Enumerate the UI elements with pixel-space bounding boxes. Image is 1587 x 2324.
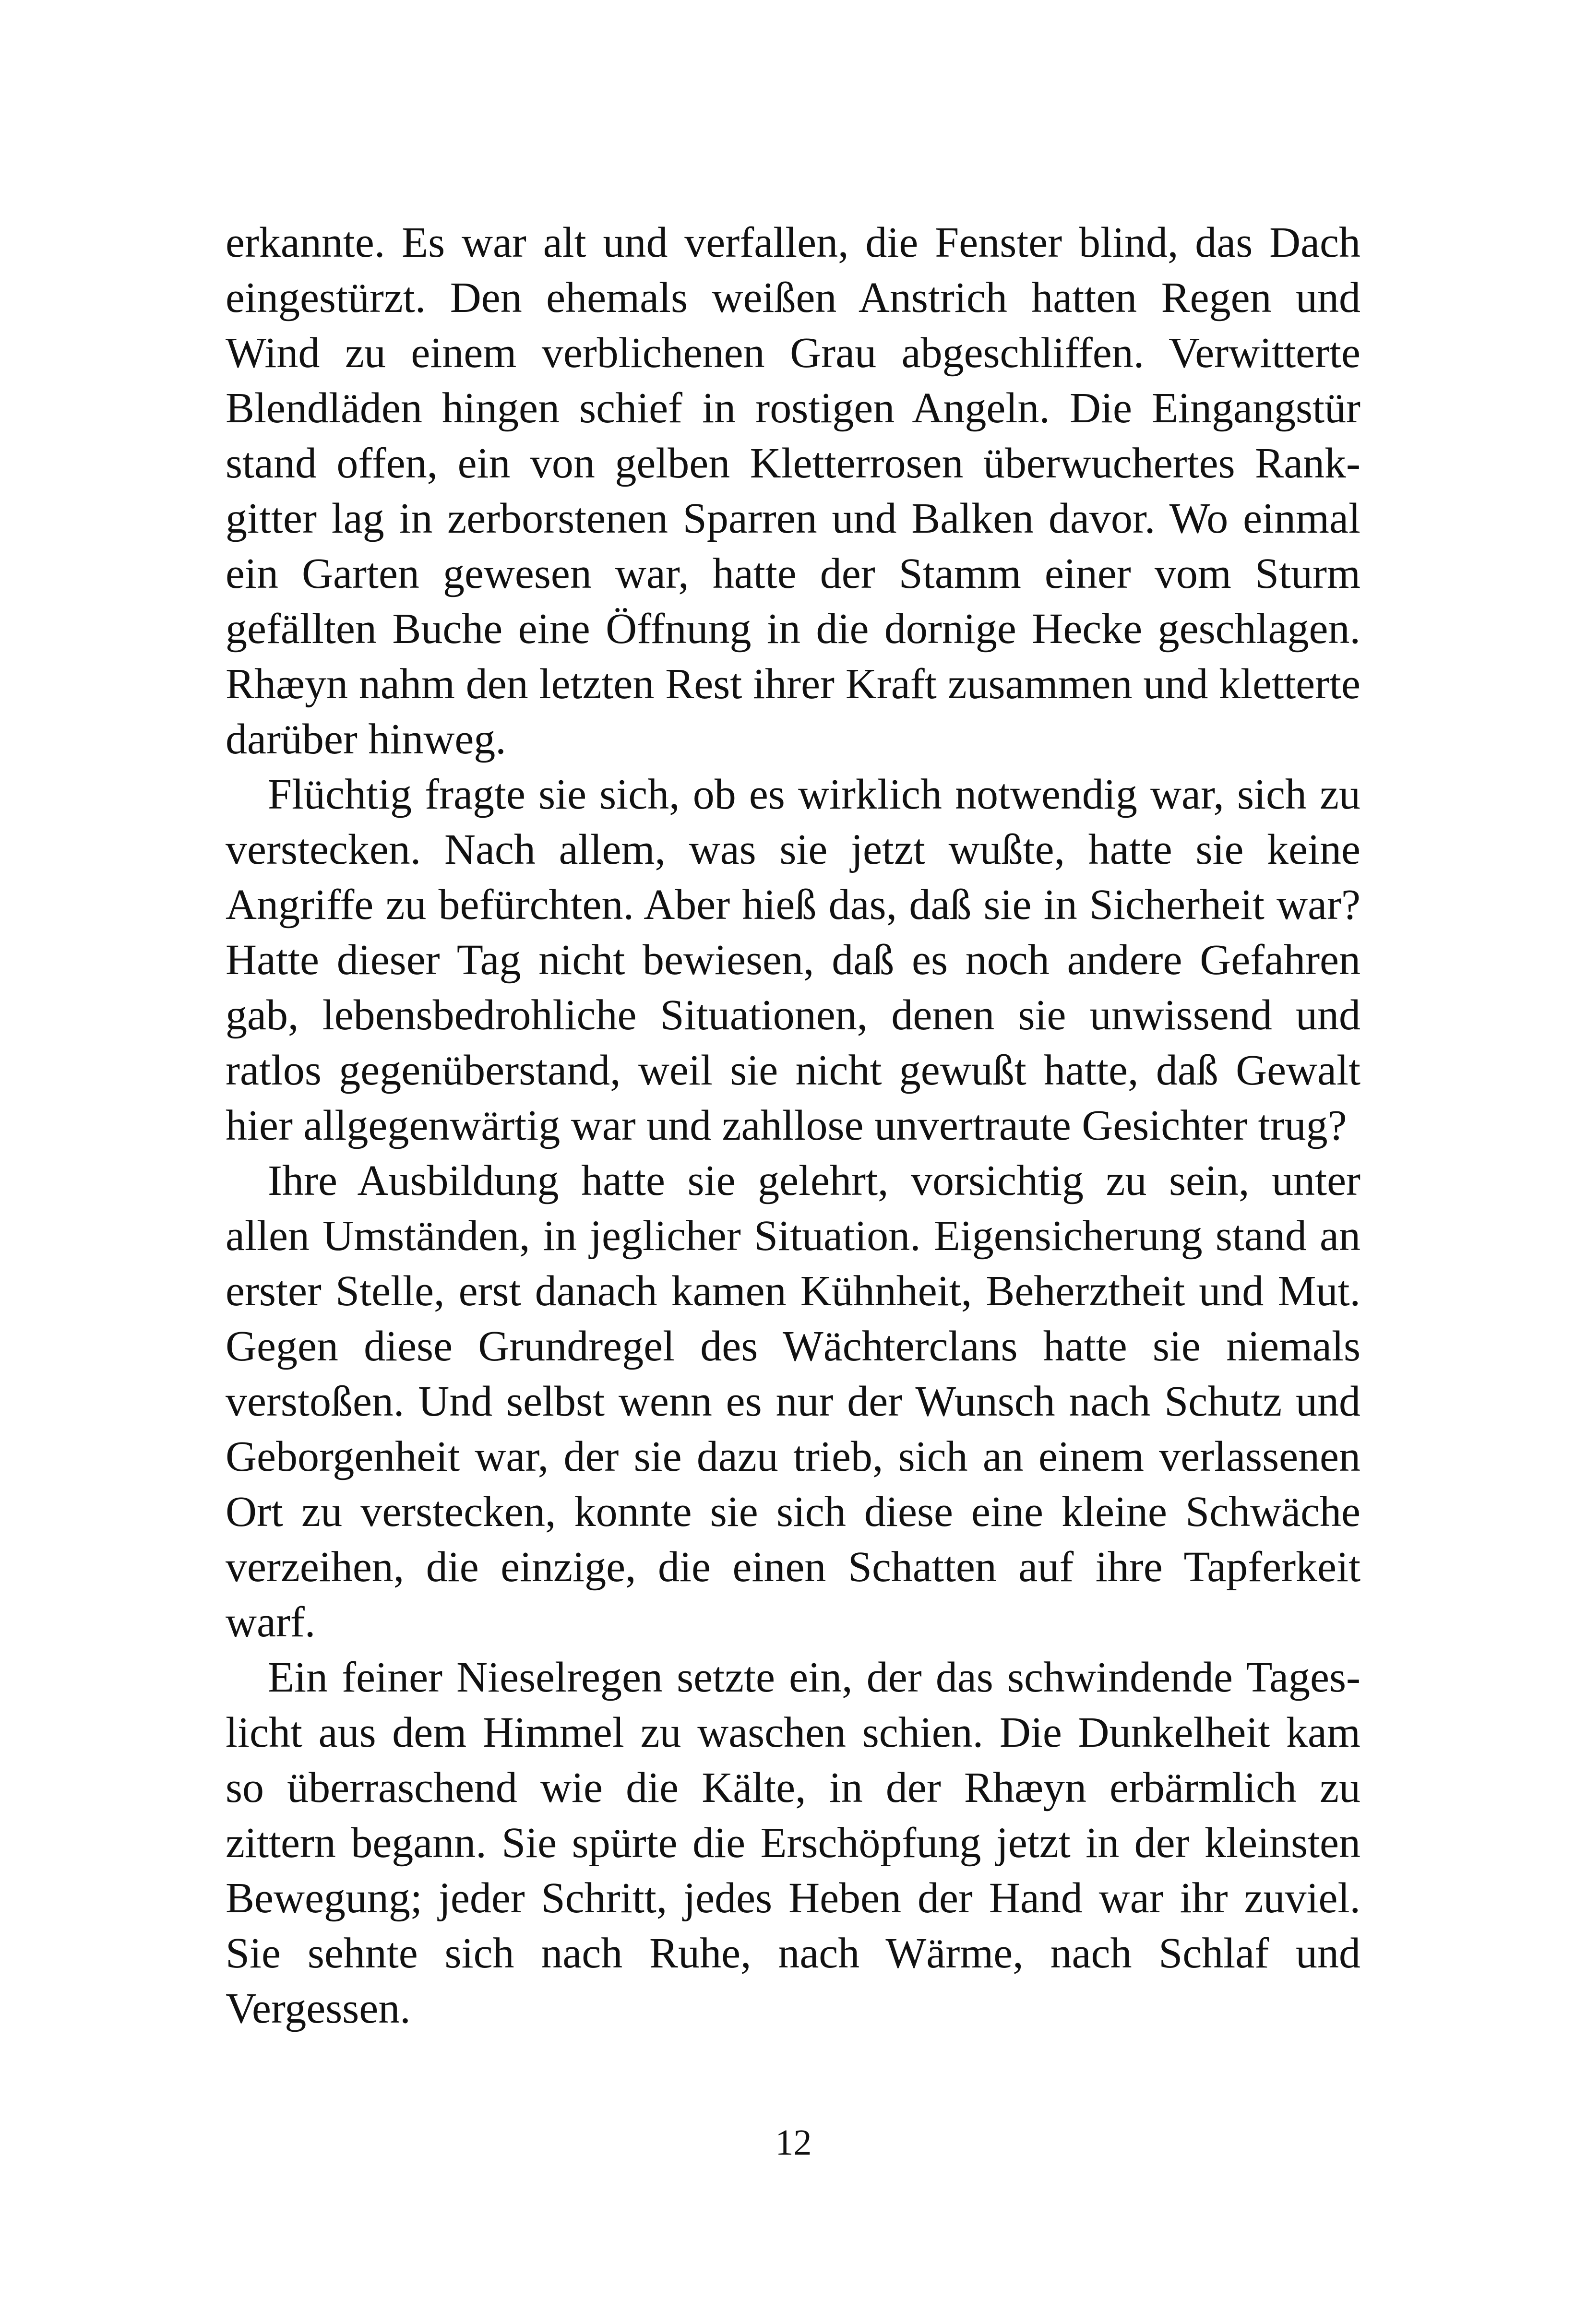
paragraph-2 bbox=[226, 767, 1360, 1153]
text-line: Angriffe zu befürchten. Aber hieß das, daß sie in Sicherheit war? bbox=[226, 881, 1360, 929]
text-line: allen Umständen, in jeglicher Situation. Eigensicherung stand an bbox=[226, 1212, 1360, 1260]
text-line: ein Garten gewesen war, hatte der Stamm einer vom Sturm bbox=[226, 550, 1360, 597]
text-line: erster Stelle, erst danach kamen Kühnheit, Beherztheit und Mut. bbox=[226, 1267, 1360, 1315]
text-line: Blendläden hingen schief in rostigen Angeln. Die Eingangstür bbox=[226, 384, 1360, 432]
text-line: gefällten Buche eine Öffnung in die dornige Hecke geschlagen. bbox=[226, 605, 1360, 653]
text-line: Wind zu einem verblichenen Grau abgeschliffen. Verwitterte bbox=[226, 329, 1360, 377]
text-line: Hatte dieser Tag nicht bewiesen, daß es noch andere Gefahren bbox=[226, 936, 1360, 984]
text-line: hier allgegenwärtig war und zahllose unvertraute Gesichter trug? bbox=[226, 1102, 1347, 1149]
text-line: so überraschend wie die Kälte, in der Rhæyn erbärmlich zu bbox=[226, 1764, 1360, 1812]
text-line: verstoßen. Und selbst wenn es nur der Wunsch nach Schutz und bbox=[226, 1378, 1360, 1425]
text-line: ratlos gegenüberstand, weil sie nicht gewußt hatte, daß Gewalt bbox=[226, 1047, 1360, 1094]
text-line: darüber hinweg. bbox=[226, 715, 506, 763]
paragraph-3 bbox=[226, 1153, 1360, 1650]
page-number: 12 bbox=[775, 2122, 812, 2163]
text-line: Rhæyn nahm den letzten Rest ihrer Kraft zusammen und kletterte bbox=[226, 660, 1360, 708]
text-line: Ein feiner Nieselregen setzte ein, der das schwindende Tages- bbox=[268, 1654, 1360, 1701]
text-line: Flüchtig fragte sie sich, ob es wirklich notwendig war, sich zu bbox=[268, 771, 1360, 818]
text-line: Ihre Ausbildung hatte sie gelehrt, vorsichtig zu sein, unter bbox=[268, 1157, 1360, 1204]
text-line: gab, lebensbedrohliche Situationen, denen sie unwissend und bbox=[226, 991, 1360, 1039]
paragraph-1 bbox=[226, 215, 1360, 767]
text-line: licht aus dem Himmel zu waschen schien. Die Dunkelheit kam bbox=[226, 1709, 1360, 1756]
text-line: erkannte. Es war alt und verfallen, die Fenster blind, das Dach bbox=[226, 219, 1360, 266]
body-text bbox=[226, 215, 1360, 2036]
text-line: zittern begann. Sie spürte die Erschöpfung jetzt in der kleinsten bbox=[226, 1819, 1360, 1867]
text-line: eingestürzt. Den ehemals weißen Anstrich hatten Regen und bbox=[226, 274, 1360, 322]
text-line: Vergessen. bbox=[226, 1985, 411, 2032]
text-line: Ort zu verstecken, konnte sie sich diese eine kleine Schwäche bbox=[226, 1488, 1360, 1536]
text-line: gitter lag in zerborstenen Sparren und Balken davor. Wo einmal bbox=[226, 495, 1360, 542]
text-line: Gegen diese Grundregel des Wächterclans hatte sie niemals bbox=[226, 1323, 1360, 1370]
text-line: Geborgenheit war, der sie dazu trieb, sich an einem verlassenen bbox=[226, 1433, 1360, 1480]
paragraph-4 bbox=[226, 1650, 1360, 2036]
text-line: verzeihen, die einzige, die einen Schatten auf ihre Tapferkeit bbox=[226, 1543, 1360, 1591]
text-line: Sie sehnte sich nach Ruhe, nach Wärme, nach Schlaf und bbox=[226, 1930, 1360, 1977]
text-line: verstecken. Nach allem, was sie jetzt wußte, hatte sie keine bbox=[226, 826, 1360, 873]
text-line: warf. bbox=[226, 1598, 316, 1646]
text-line: stand offen, ein von gelben Kletterrosen überwuchertes Rank- bbox=[226, 440, 1360, 487]
text-line: Bewegung; jeder Schritt, jedes Heben der Hand war ihr zuviel. bbox=[226, 1874, 1360, 1922]
